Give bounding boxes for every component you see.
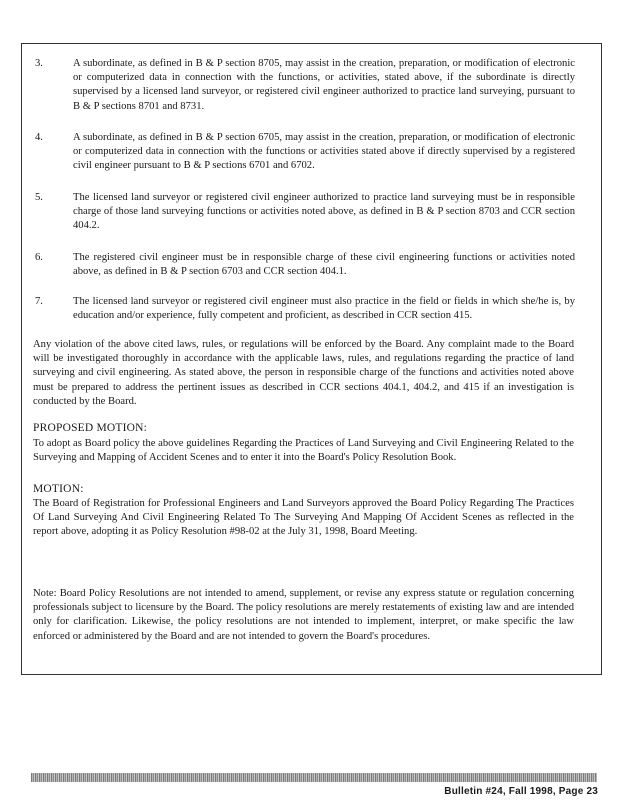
item-text: The licensed land surveyor or registered civil engineer authorized to practice land surveying must be in responsible charge of those land surveying functions or activities noted above, as defined in B & P section 8703 and CCR section 404.2. bbox=[73, 192, 575, 232]
item-text: A subordinate, as defined in B & P section 6705, may assist in the creation, preparation, or modification of electronic or computerized data in connection with the functions or activities stated above if directly supervised by a registered civil engineer pursuant to B & P sections 6701 and 6702. bbox=[73, 132, 575, 172]
violation-paragraph: Any violation of the above cited laws, rules, or regulations will be enforced by the Board. Any complaint made to the Board will be investigated thoroughly in accordance with the applicable laws, rules, and regulations regarding the practice of land surveying and civil engineering. As stated above, the person in responsible charge of the functions and activities noted above must be prepared to address the pertinent issues as described in CCR sections 404.1, 404.2, and 415 if an investigation is conducted by the Board. bbox=[33, 339, 574, 407]
motion-text: The Board of Registration for Professional Engineers and Land Surveyors approved the Board Policy Regarding The Practices Of Land Surveying And Civil Engineering Related To The Surveying And Mapping Of Accident Scenes as reflected in the report above, adopting it as Policy Resolution #98-02 at the July 31, 1998, Board Meeting. bbox=[33, 498, 574, 538]
note-paragraph bbox=[33, 587, 574, 644]
note-label: Note: bbox=[33, 588, 57, 599]
motion-heading: MOTION: bbox=[33, 483, 84, 495]
item-number: 6. bbox=[35, 252, 43, 263]
item-text: The registered civil engineer must be in responsible charge of these civil engineering functions or activities noted above, as defined in B & P section 6703 and CCR section 404.1. bbox=[73, 252, 575, 278]
item-number: 5. bbox=[35, 192, 43, 203]
proposed-motion-text: To adopt as Board policy the above guidelines Regarding the Practices of Land Surveying and Civil Engineering Related to the Surveying and Mapping of Accident Scenes and to enter it into the Board's Policy Resolution Book. bbox=[33, 438, 574, 464]
footer-bar bbox=[31, 773, 597, 782]
item-number: 4. bbox=[35, 132, 43, 143]
item-text: The licensed land surveyor or registered civil engineer must also practice in the field or fields in which she/he is, by education and/or experience, fully competent and proficient, as described in CCR section 415. bbox=[73, 296, 575, 322]
item-text: A subordinate, as defined in B & P section 8705, may assist in the creation, preparation, or modification of electronic or computerized data in connection with the functions, or activities, stated above, if the subordinate is directly supervised by a licensed land surveyor, or registered civil engineer authorized to practice land surveying, pursuant to B & P sections 8701 and 8731. bbox=[73, 58, 575, 112]
note-text: Board Policy Resolutions are not intended to amend, supplement, or revise any express statute or regulation concerning professionals subject to licensure by the Board. The policy resolutions are merely restatements of existing law and are intended only for clarification. Likewise, the policy resolutions are not intended to implement, interpret, or make specific the law enforced or administered by the Board and are not intended to govern the Board's procedures. bbox=[33, 588, 575, 642]
item-number: 3. bbox=[35, 58, 43, 69]
item-number: 7. bbox=[35, 296, 43, 307]
proposed-motion-heading: PROPOSED MOTION: bbox=[33, 422, 148, 434]
page-footer: Bulletin #24, Fall 1998, Page 23 bbox=[444, 786, 598, 797]
